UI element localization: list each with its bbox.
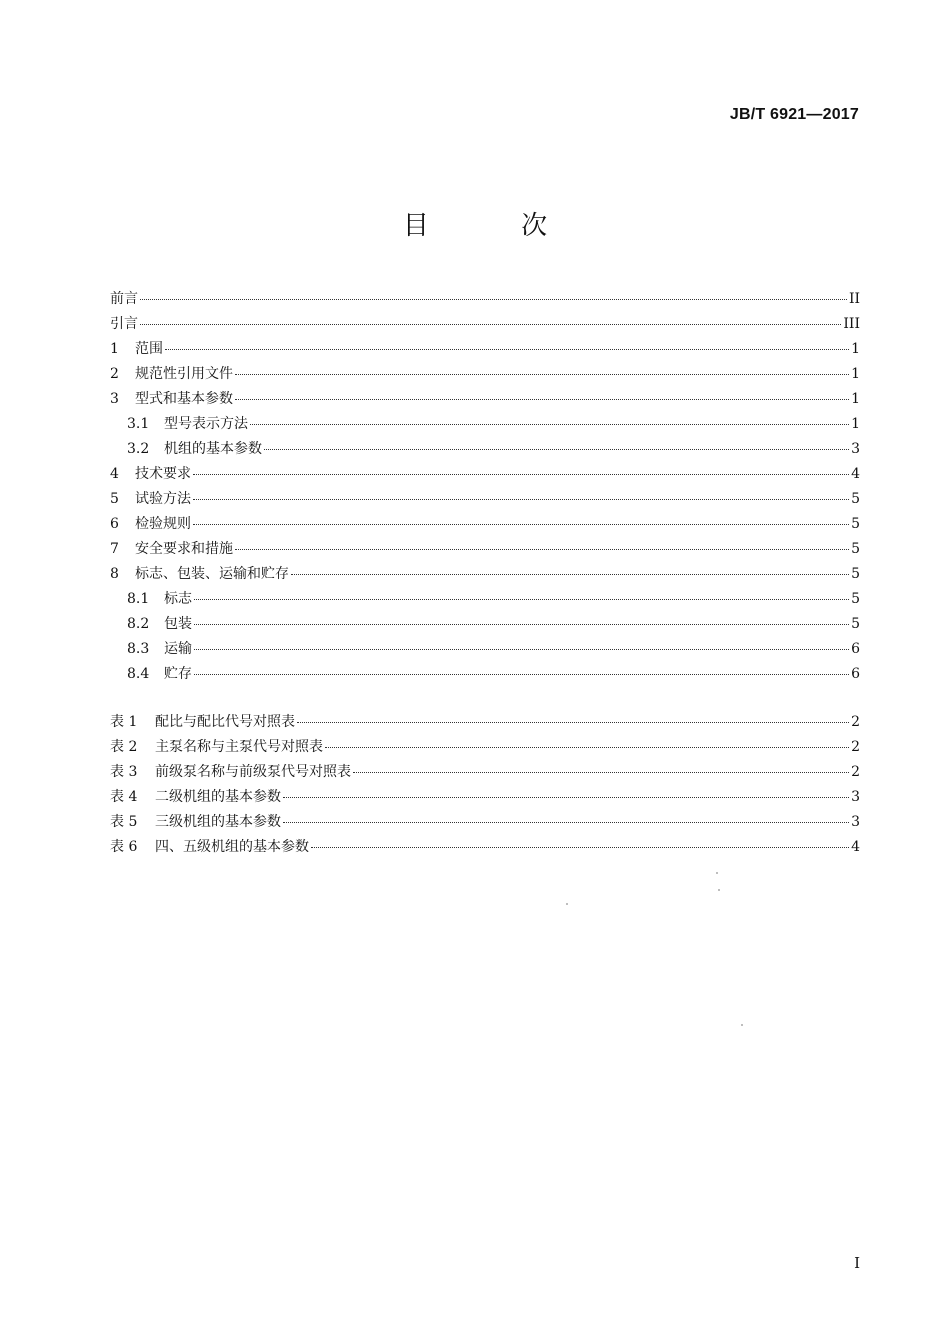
section-title: 机组的基本参数 [164,441,262,457]
section-number: 8.2 [127,616,150,632]
table-number: 表 3 [110,764,138,780]
section-title: 技术要求 [135,466,191,482]
dot-leader [283,797,849,798]
toc-entry[interactable] [110,412,860,437]
toc-entry[interactable] [110,612,860,637]
section-title: 范围 [135,341,163,357]
table-list [110,710,860,860]
table-number: 表 2 [110,739,138,755]
toc-entry[interactable] [110,537,860,562]
page-ref: 2 [851,714,860,730]
dot-leader [264,449,849,450]
page-ref: 2 [851,764,860,780]
section-title: 试验方法 [135,491,191,507]
dot-leader [194,599,849,600]
page-ref: 1 [851,341,860,357]
page-ref: 3 [851,441,860,457]
page-title: 目 次 [402,211,590,241]
table-number: 表 5 [110,814,138,830]
dot-leader [235,549,849,550]
scan-speck [716,872,718,874]
table-title: 三级机组的基本参数 [155,814,281,830]
table-list-entry[interactable] [110,785,860,810]
table-list-entry[interactable] [110,760,860,785]
dot-leader [140,324,841,325]
table-list-entry[interactable] [110,835,860,860]
section-title: 运输 [164,641,192,657]
page-ref: 6 [851,666,860,682]
section-number: 8 [110,566,119,582]
section-number: 4 [110,466,119,482]
dot-leader [140,299,847,300]
toc-entry[interactable] [110,637,860,662]
table-title: 二级机组的基本参数 [155,789,281,805]
page-ref: 5 [851,491,860,507]
page-ref: 5 [851,566,860,582]
table-list-entry[interactable] [110,710,860,735]
table-title: 主泵名称与主泵代号对照表 [155,739,323,755]
scan-speck [718,889,720,891]
page-ref: 4 [851,466,860,482]
table-number: 表 6 [110,839,138,855]
section-title: 前言 [110,291,138,307]
dot-leader [325,747,849,748]
section-title: 安全要求和措施 [135,541,233,557]
toc-entry[interactable] [110,287,860,312]
standard-code: JB/T 6921—2017 [729,106,859,123]
dot-leader [193,499,849,500]
dot-leader [250,424,849,425]
toc-entry[interactable] [110,562,860,587]
scan-speck [741,1024,743,1026]
section-title: 贮存 [164,666,192,682]
table-list-entry[interactable] [110,735,860,760]
toc-entry[interactable] [110,587,860,612]
page-ref: III [843,316,860,332]
toc-entry[interactable] [110,387,860,412]
toc-entry[interactable] [110,662,860,687]
toc-entry[interactable] [110,312,860,337]
scan-speck [566,903,568,905]
section-number: 7 [110,541,119,557]
section-number: 3 [110,391,119,407]
section-number: 6 [110,516,119,532]
section-number: 3.1 [127,416,150,432]
table-title: 四、五级机组的基本参数 [155,839,309,855]
section-number: 8.4 [127,666,150,682]
page-ref: 4 [851,839,860,855]
section-number: 8.1 [127,591,150,607]
page-ref: II [848,291,860,307]
page-ref: 2 [851,739,860,755]
dot-leader [193,474,849,475]
table-title: 前级泵名称与前级泵代号对照表 [155,764,351,780]
section-title: 规范性引用文件 [135,366,233,382]
dot-leader [311,847,849,848]
dot-leader [235,374,849,375]
section-title: 引言 [110,316,138,332]
dot-leader [194,649,849,650]
section-number: 8.3 [127,641,150,657]
dot-leader [291,574,849,575]
section-title: 标志 [164,591,192,607]
toc-list [110,287,860,687]
page-ref: 5 [851,616,860,632]
page-ref: 3 [851,789,860,805]
page-ref: 5 [851,591,860,607]
section-title: 检验规则 [135,516,191,532]
section-title: 型式和基本参数 [135,391,233,407]
toc-entry[interactable] [110,362,860,387]
section-number: 1 [110,341,119,357]
section-title: 包装 [164,616,192,632]
page-ref: 1 [851,416,860,432]
section-number: 3.2 [127,441,150,457]
table-number: 表 4 [110,789,138,805]
section-number: 5 [110,491,119,507]
page-number: I [854,1254,860,1272]
dot-leader [353,772,849,773]
page-ref: 5 [851,541,860,557]
toc-entry[interactable] [110,462,860,487]
dot-leader [165,349,849,350]
page-ref: 5 [851,516,860,532]
page-ref: 6 [851,641,860,657]
table-title: 配比与配比代号对照表 [155,714,295,730]
section-number: 2 [110,366,119,382]
table-number: 表 1 [110,714,138,730]
section-title: 型号表示方法 [164,416,248,432]
toc-entry[interactable] [110,337,860,362]
dot-leader [193,524,849,525]
dot-leader [297,722,849,723]
toc-entry[interactable] [110,487,860,512]
page-ref: 3 [851,814,860,830]
dot-leader [194,674,849,675]
table-list-entry[interactable] [110,810,860,835]
dot-leader [235,399,849,400]
toc-entry[interactable] [110,437,860,462]
section-title: 标志、包装、运输和贮存 [135,566,289,582]
page-ref: 1 [851,391,860,407]
dot-leader [194,624,849,625]
dot-leader [283,822,849,823]
page-ref: 1 [851,366,860,382]
toc-entry[interactable] [110,512,860,537]
